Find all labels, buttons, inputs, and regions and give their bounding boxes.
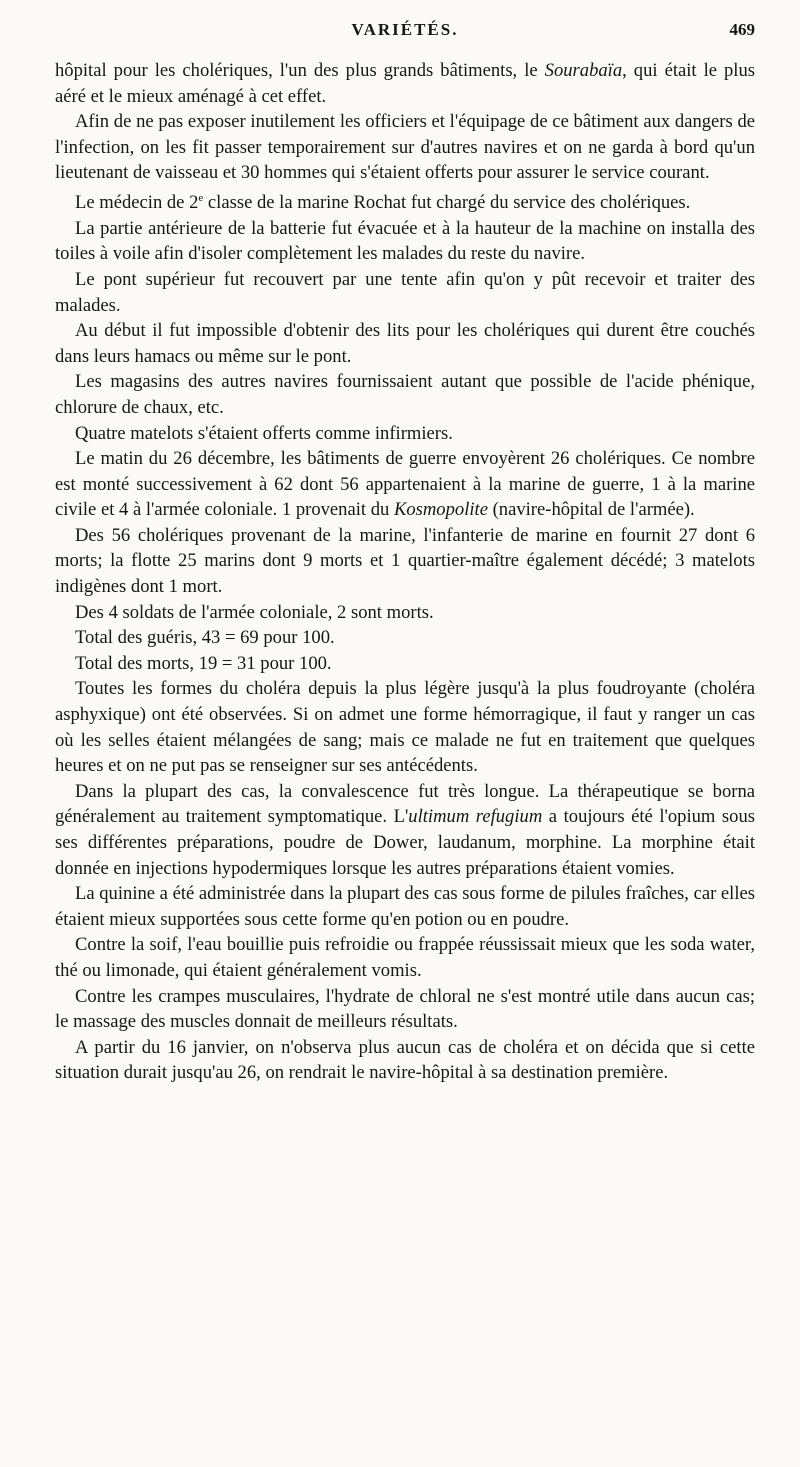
text-run: hôpital pour les cholériques, l'un des plus grands bâtiments, le (55, 60, 545, 81)
paragraph (55, 881, 755, 932)
paragraph (55, 421, 755, 447)
text-run: , qui était le plus aéré et le mieux aménagé à cet effet. (55, 60, 756, 107)
text-run: Le pont supérieur fut recouvert par une tente afin qu'on y pût recevoir et traiter des malades. (55, 268, 755, 316)
paragraph (55, 186, 755, 216)
running-head: VARIÉTÉS. (351, 20, 459, 39)
text-run: Quatre matelots s'étaient offerts comme infirmiers. (75, 422, 453, 444)
text-run: Dans la plupart des cas, la convalescence fut très longue. La thérapeutique se borna généralement au traitement symptomatique. L' (55, 780, 755, 828)
paragraph (55, 600, 755, 626)
superscript: e (198, 191, 204, 204)
text-run: La partie antérieure de la batterie fut évacuée et à la hauteur de la machine on installa des toiles à voile afin d'isoler complètement les malades du reste du navire. (55, 217, 755, 265)
paragraph (55, 109, 755, 186)
text-run: Total des guéris, 43 = 69 pour 100. (75, 627, 335, 649)
text-run: Les magasins des autres navires fournissaient autant que possible de l'acide phénique, chlorure de chaux, etc. (55, 371, 755, 418)
text-run: Des 4 soldats de l'armée coloniale, 2 sont morts. (75, 601, 434, 623)
text-run: Au début il fut impossible d'obtenir des lits pour les cholériques qui durent être couchés dans leurs hamacs ou même sur le pont. (55, 320, 755, 367)
paragraph (55, 984, 755, 1035)
text-run: La quinine a été administrée dans la plupart des cas sous forme de pilules fraîches, car elles étaient mieux supportées sous cette forme qu'en potion ou en poudre. (55, 883, 755, 930)
body-text (55, 58, 755, 1086)
paragraph (55, 216, 755, 267)
paragraph (55, 651, 755, 677)
paragraph (55, 676, 755, 778)
paragraph (55, 932, 755, 983)
text-run: Total des morts, 19 = 31 pour 100. (75, 652, 332, 674)
page-header (55, 20, 755, 50)
italic-text: ultimum refugium (408, 806, 543, 828)
text-run: Le matin du 26 décembre, les bâtiments de guerre envoyèrent 26 cholériques. Ce nombre est monté successivement à 62 dont 56 appartenaient à la marine de guerre, 1 à la marine civile et 4 à l'armée coloniale. 1 provenait du (55, 448, 755, 521)
paragraph (55, 446, 755, 523)
paragraph (55, 318, 755, 369)
text-run: Afin de ne pas exposer inutilement les officiers et l'équipage de ce bâtiment aux dangers de l'infection, on les fit passer temporairement sur d'autres navires et on ne garda à bord qu'un lieutenant de vaisseau et 30 hommes qui s'étaient offerts pour assurer le service courant. (55, 111, 755, 184)
text-run: Contre les crampes musculaires, l'hydrate de chloral ne s'est montré utile dans aucun cas; le massage des muscles donnait de meilleurs résultats. (55, 985, 755, 1033)
italic-text: Sourabaïa (544, 60, 623, 81)
paragraph (55, 1035, 755, 1086)
text-run: Des 56 cholériques provenant de la marine, l'infanterie de marine en fournit 27 dont 6 morts; la flotte 25 marins dont 9 morts et 1 quartier-maître également décédé; 3 matelots indigènes dont 1 mort. (55, 524, 755, 598)
paragraph (55, 779, 755, 881)
page-number: 469 (729, 20, 755, 39)
text-run: Contre la soif, l'eau bouillie puis refroidie ou frappée réussissait mieux que les soda water, thé ou limonade, qui étaient généralement vomis. (55, 934, 755, 981)
paragraph (55, 625, 755, 651)
text-run: (navire-hôpital de l'armée). (487, 499, 695, 521)
text-run: Le médecin de 2 (75, 192, 199, 214)
text-run: a toujours été l'opium sous ses différentes préparations, poudre de Dower, laudanum, morphine. La morphine était donnée en injections hypodermiques lorsque les autres préparations étaient vomies. (55, 806, 755, 879)
text-run: Toutes les formes du choléra depuis la plus légère jusqu'à la plus foudroyante (choléra asphyxique) ont été observées. Si on admet une forme hémorragique, il faut y ranger un cas où les selles étaient mélangées de sang; mais ce malade ne fut en traitement que quelques heures et on ne put pas se renseigner sur ses antécédents. (55, 678, 755, 777)
paragraph (55, 523, 755, 600)
paragraph (55, 369, 755, 420)
text-run: classe de la marine Rochat fut chargé du service des cholériques. (203, 192, 691, 214)
italic-text: Kosmopolite (393, 499, 488, 521)
paragraph (55, 58, 755, 109)
paragraph (55, 267, 755, 318)
text-run: A partir du 16 janvier, on n'observa plus aucun cas de choléra et on décida que si cette situation durait jusqu'au 26, on rendrait le navire-hôpital à sa destination première. (55, 1036, 755, 1084)
